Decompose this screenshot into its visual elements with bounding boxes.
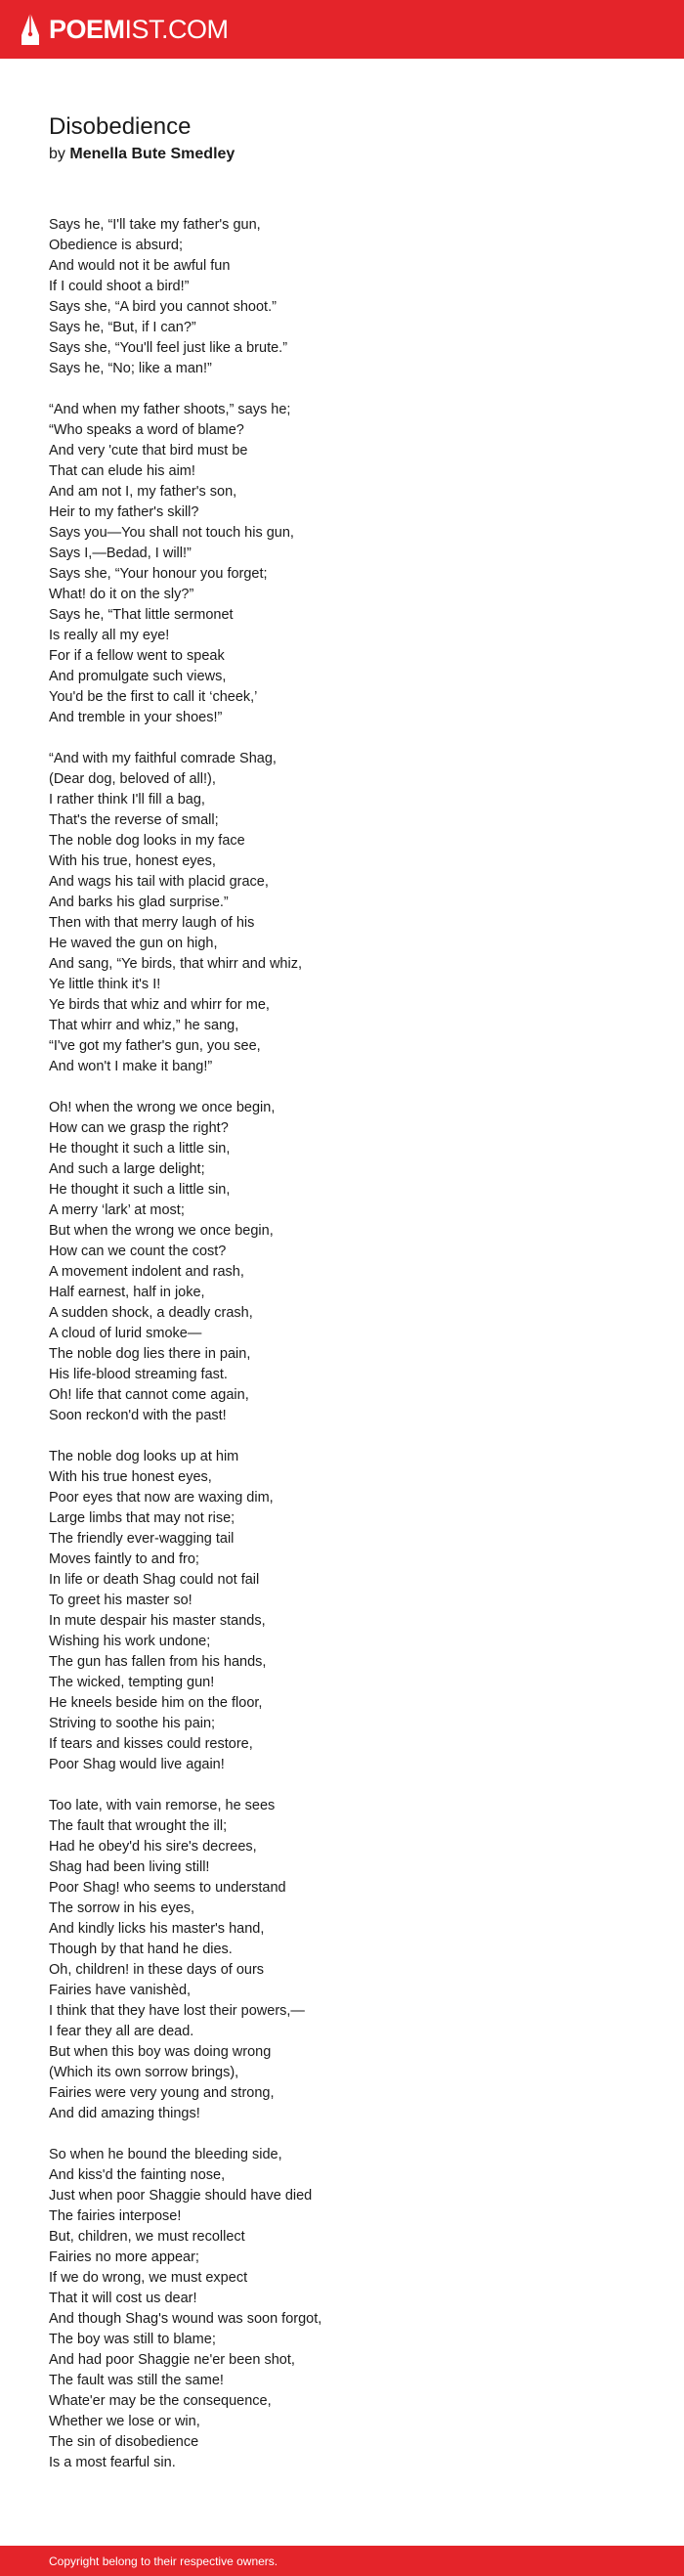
- poem-line: Is really all my eye!: [49, 628, 170, 643]
- poem-line: And had poor Shaggie ne'er been shot,: [49, 2352, 295, 2368]
- poem-line: Whether we lose or win,: [49, 2414, 200, 2429]
- poem-line: Then with that merry laugh of his: [49, 915, 255, 931]
- poem-line: The fairies interpose!: [49, 2208, 182, 2224]
- poem-line: Too late, with vain remorse, he sees: [49, 1798, 276, 1813]
- poem-line: The sin of disobedience: [49, 2434, 199, 2450]
- poem-line: What! do it on the sly?”: [49, 587, 194, 602]
- poem-line: How can we count the cost?: [49, 1244, 227, 1259]
- poem-line: The wicked, tempting gun!: [49, 1675, 215, 1690]
- poem-line: Ye birds that whiz and whirr for me,: [49, 997, 270, 1013]
- poem-line: A cloud of lurid smoke—: [49, 1326, 202, 1341]
- poem-byline: [49, 146, 235, 163]
- poem-line: Shag had been living still!: [49, 1859, 210, 1875]
- poem-line: Fairies no more appear;: [49, 2249, 199, 2265]
- poem-line: Moves faintly to and fro;: [49, 1551, 199, 1567]
- poem-line: Oh, children! in these days of ours: [49, 1962, 265, 1978]
- stanza: [49, 749, 635, 1077]
- poem-line: The friendly ever-wagging tail: [49, 1531, 235, 1547]
- poem-line: He waved the gun on high,: [49, 936, 218, 951]
- poem-line: That can elude his aim!: [49, 463, 195, 479]
- poem-line: And tremble in your shoes!”: [49, 710, 223, 725]
- poem-line: “And when my father shoots,” says he;: [49, 402, 291, 417]
- poem-line: His life-blood streaming fast.: [49, 1367, 228, 1382]
- poem-line: But when the wrong we once begin,: [49, 1223, 274, 1239]
- poem-line: The noble dog lies there in pain,: [49, 1346, 251, 1362]
- poem-line: Poor Shag! who seems to understand: [49, 1880, 286, 1896]
- poem-line: Half earnest, half in joke,: [49, 1285, 205, 1300]
- poem-line: But, children, we must recollect: [49, 2229, 245, 2245]
- poem-author: Menella Bute Smedley: [69, 146, 235, 162]
- poem-line: If we do wrong, we must expect: [49, 2270, 248, 2286]
- poem-line: “Who speaks a word of blame?: [49, 422, 244, 438]
- logo-light-text: IST.COM: [124, 14, 229, 44]
- poem-line: Says she, “A bird you cannot shoot.”: [49, 299, 277, 315]
- poem-line: And would not it be awful fun: [49, 258, 231, 274]
- poem-line: The noble dog looks up at him: [49, 1449, 239, 1464]
- poem-line: To greet his master so!: [49, 1593, 192, 1608]
- poem-line: Oh! when the wrong we once begin,: [49, 1100, 276, 1115]
- poem-line: Just when poor Shaggie should have died: [49, 2188, 313, 2204]
- poem-line: The sorrow in his eyes,: [49, 1900, 195, 1916]
- poem-line: He thought it such a little sin,: [49, 1141, 231, 1157]
- poem-line: (Which its own sorrow brings),: [49, 2065, 239, 2080]
- poem-line: How can we grasp the right?: [49, 1120, 229, 1136]
- poem-line: And sang, “Ye birds, that whirr and whiz,: [49, 956, 302, 972]
- poem-line: And wags his tail with placid grace,: [49, 874, 269, 890]
- poem-line: The noble dog looks in my face: [49, 833, 245, 849]
- poem-line: He kneels beside him on the floor,: [49, 1695, 263, 1711]
- poem-line: Though by that hand he dies.: [49, 1942, 233, 1957]
- poem-line: Says he, “I'll take my father's gun,: [49, 217, 261, 233]
- poem-line: And am not I, my father's son,: [49, 484, 237, 500]
- site-logo-link[interactable]: [49, 14, 229, 44]
- poem-line: And did amazing things!: [49, 2106, 200, 2121]
- site-header: [0, 0, 684, 59]
- poem-line: Says he, “That little sermonet: [49, 607, 234, 623]
- poem-line: I fear they all are dead.: [49, 2024, 194, 2039]
- poem-line: With his true honest eyes,: [49, 1469, 212, 1485]
- poem-line: A sudden shock, a deadly crash,: [49, 1305, 253, 1321]
- poem-line: Oh! life that cannot come again,: [49, 1387, 249, 1403]
- poem-line: But when this boy was doing wrong: [49, 2044, 272, 2060]
- poem-title: Disobedience: [49, 113, 192, 140]
- site-footer: [0, 2546, 684, 2576]
- poem-line: And kindly licks his master's hand,: [49, 1921, 265, 1937]
- poem-line: And won't I make it bang!”: [49, 1059, 213, 1074]
- poem-line: (Dear dog, beloved of all!),: [49, 771, 216, 787]
- poem-line: Says I,—Bedad, I will!”: [49, 546, 192, 561]
- poem-line: Large limbs that may not rise;: [49, 1510, 235, 1526]
- stanza: [49, 1098, 635, 1426]
- poem-line: And kiss'd the fainting nose,: [49, 2167, 226, 2183]
- poem-line: Says she, “You'll feel just like a brute.”: [49, 340, 288, 356]
- poem-line: Says she, “Your honour you forget;: [49, 566, 268, 582]
- poem-line: A merry ‘lark’ at most;: [49, 1202, 185, 1218]
- poem-line: A movement indolent and rash,: [49, 1264, 244, 1280]
- poem-line: Striving to soothe his pain;: [49, 1716, 216, 1731]
- poem-line: That it will cost us dear!: [49, 2291, 197, 2306]
- poem-line: Ye little think it's I!: [49, 977, 161, 992]
- poem-line: Says he, “But, if I can?”: [49, 320, 196, 335]
- poem-line: Heir to my father's skill?: [49, 504, 199, 520]
- poem-line: “And with my faithful comrade Shag,: [49, 751, 277, 766]
- poem-body: [49, 215, 635, 2494]
- poem-line: That's the reverse of small;: [49, 812, 219, 828]
- poem-line: Says he, “No; like a man!”: [49, 361, 212, 376]
- poem-line: That whirr and whiz,” he sang,: [49, 1018, 239, 1033]
- poem-line: And barks his glad surprise.”: [49, 895, 229, 910]
- poem-line: I think that they have lost their powers,—: [49, 2003, 305, 2019]
- stanza: [49, 215, 635, 379]
- logo-bold-text: POEM: [49, 14, 125, 44]
- poem-line: In life or death Shag could not fail: [49, 1572, 260, 1588]
- stanza: [49, 1796, 635, 2124]
- stanza: [49, 1447, 635, 1775]
- poem-line: And though Shag's wound was soon forgot,: [49, 2311, 322, 2327]
- poem-line: He thought it such a little sin,: [49, 1182, 231, 1198]
- poem-line: Is a most fearful sin.: [49, 2455, 176, 2470]
- pen-nib-icon[interactable]: [20, 10, 41, 49]
- poem-line: In mute despair his master stands,: [49, 1613, 266, 1629]
- poem-line: Says you—You shall not touch his gun,: [49, 525, 294, 541]
- poem-line: You'd be the first to call it ‘cheek,’: [49, 689, 258, 705]
- poem-line: The gun has fallen from his hands,: [49, 1654, 267, 1670]
- poem-line: Soon reckon'd with the past!: [49, 1408, 227, 1423]
- poem-line: If tears and kisses could restore,: [49, 1736, 253, 1752]
- poem-line: With his true, honest eyes,: [49, 853, 216, 869]
- poem-line: Had he obey'd his sire's decrees,: [49, 1839, 257, 1855]
- poem-line: And very 'cute that bird must be: [49, 443, 248, 458]
- copyright-notice: Copyright belong to their respective owners.: [49, 2554, 278, 2568]
- stanza: [49, 400, 635, 728]
- poem-line: The boy was still to blame;: [49, 2332, 216, 2347]
- poem-line: Poor eyes that now are waxing dim,: [49, 1490, 274, 1506]
- poem-line: Whate'er may be the consequence,: [49, 2393, 272, 2409]
- poem-line: Obedience is absurd;: [49, 238, 184, 253]
- poem-line: And such a large delight;: [49, 1161, 205, 1177]
- poem-line: The fault was still the same!: [49, 2373, 224, 2388]
- poem-line: Poor Shag would live again!: [49, 1757, 225, 1772]
- poem-line: Wishing his work undone;: [49, 1634, 211, 1649]
- poem-line: I rather think I'll fill a bag,: [49, 792, 205, 808]
- stanza: [49, 2145, 635, 2473]
- byline-prefix: by: [49, 146, 65, 162]
- poem-line: The fault that wrought the ill;: [49, 1818, 228, 1834]
- poem-line: And promulgate such views,: [49, 669, 227, 684]
- poem-line: Fairies have vanishèd,: [49, 1983, 192, 1998]
- poem-line: If I could shoot a bird!”: [49, 279, 190, 294]
- poem-line: For if a fellow went to speak: [49, 648, 225, 664]
- poem-line: Fairies were very young and strong,: [49, 2085, 275, 2101]
- poem-line: “I've got my father's gun, you see,: [49, 1038, 261, 1054]
- poem-line: So when he bound the bleeding side,: [49, 2147, 282, 2162]
